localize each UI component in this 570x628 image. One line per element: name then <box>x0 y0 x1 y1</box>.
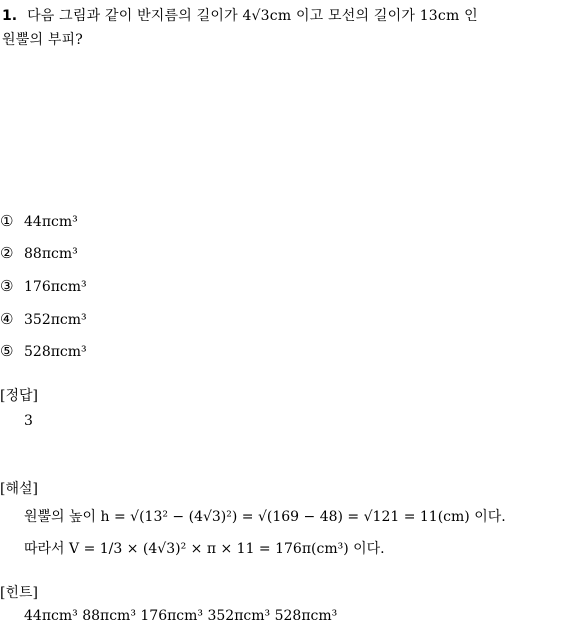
choice-4[interactable] <box>0 307 87 331</box>
solution-title: [해설] <box>0 481 38 497</box>
choice-mark: ② <box>0 244 14 262</box>
hint-text: 44πcm³ 88πcm³ 176πcm³ 352πcm³ 528πcm³ <box>24 608 338 624</box>
choice-2[interactable] <box>0 241 78 265</box>
choice-mark: ① <box>0 212 14 230</box>
choice-mark: ⑤ <box>0 342 14 360</box>
choice-mark: ④ <box>0 310 14 328</box>
choice-text: 88πcm³ <box>24 246 78 262</box>
question-text-line-1: 다음 그림과 같이 반지름의 길이가 4√3cm 이고 모선의 길이가 13cm 인 <box>27 8 478 24</box>
solution-line-2: 따라서 V = 1/3 × (4√3)² × π × 11 = 176π(cm³) 이다. <box>24 541 385 557</box>
figure-area <box>0 60 570 200</box>
hint-title: [힌트] <box>0 585 38 601</box>
choice-text: 176πcm³ <box>24 279 87 295</box>
question-header <box>2 4 568 52</box>
question-line-1 <box>2 4 568 28</box>
choice-text: 352πcm³ <box>24 312 87 328</box>
choice-mark: ③ <box>0 277 14 295</box>
solution-line-1: 원뿔의 높이 h = √(13² − (4√3)²) = √(169 − 48) = √121 = 11(cm) 이다. <box>24 509 506 525</box>
choice-5[interactable] <box>0 339 87 363</box>
choice-1[interactable] <box>0 209 78 233</box>
answer-value: 3 <box>24 413 33 429</box>
choice-text: 44πcm³ <box>24 214 78 230</box>
choice-text: 528πcm³ <box>24 344 87 360</box>
question-text-line-2: 원뿔의 부피? <box>2 32 83 48</box>
answer-title: [정답] <box>0 388 38 404</box>
question-number: 1. <box>2 8 18 24</box>
choice-3[interactable] <box>0 274 87 298</box>
